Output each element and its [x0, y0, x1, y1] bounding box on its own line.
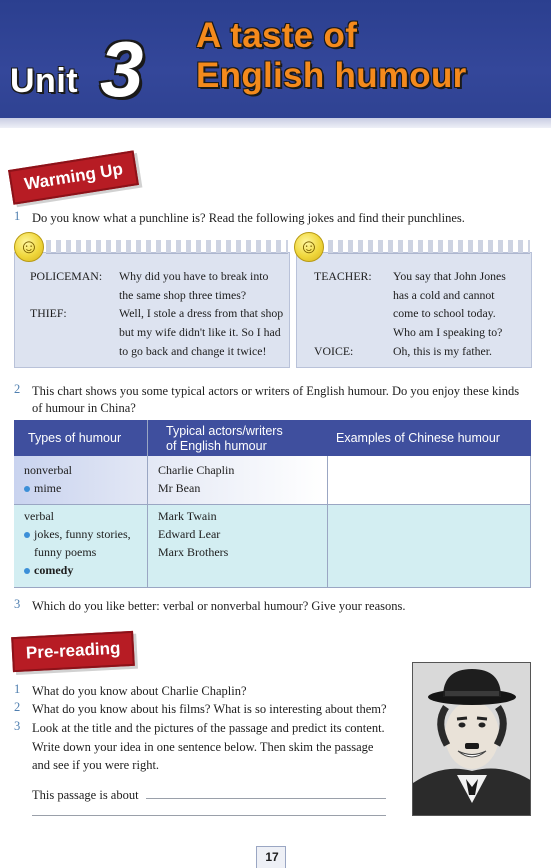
smiley-icon: ☺: [14, 232, 44, 262]
table-header-chinese: Examples of Chinese humour: [336, 431, 500, 445]
table-header-actors-line-1: Typical actors/writers: [166, 424, 283, 438]
question-2-line-2: of humour in China?: [32, 401, 136, 415]
table-header-types: Types of humour: [28, 431, 122, 445]
question-number: 1: [14, 682, 21, 696]
pre-reading-question-1: What do you know about Charlie Chaplin?: [32, 684, 247, 698]
joke-line: Oh, this is my father.: [393, 344, 492, 358]
answer-line[interactable]: [32, 815, 386, 816]
table-cell-subtype: mime: [24, 479, 61, 497]
table-header-actors-line-2: of English humour: [166, 439, 267, 453]
header-divider: [0, 118, 551, 128]
table-cell-person: Edward Lear: [158, 527, 221, 541]
pre-reading-question-2: What do you know about his films? What is so interesting about them?: [32, 702, 387, 716]
table-cell-person: Mr Bean: [158, 481, 201, 495]
charlie-chaplin-photo: [412, 662, 531, 816]
joke-line: Well, I stole a dress from that shop: [119, 306, 284, 320]
table-divider: [327, 456, 328, 588]
joke-line: but my wife didn't like it. So I had: [119, 325, 281, 339]
portrait-illustration: [413, 663, 531, 816]
table-cell-subtype: jokes, funny stories,: [24, 525, 131, 543]
bullet-icon: [24, 532, 30, 538]
joke-line: Why did you have to break into: [119, 269, 269, 283]
question-number: 2: [14, 382, 21, 396]
unit-number: 3: [100, 25, 144, 113]
page-number-box: [256, 846, 286, 868]
joke-speaker: THIEF:: [30, 306, 67, 320]
joke-line: come to school today.: [393, 306, 496, 320]
table-cell-type: nonverbal: [24, 463, 72, 477]
question-number: 3: [14, 597, 21, 611]
bullet-icon: [24, 568, 30, 574]
question-2-line-1: This chart shows you some typical actors or writers of English humour. Do you enjoy these kinds: [32, 384, 520, 398]
joke-speaker: VOICE:: [314, 344, 354, 358]
question-3-text: Which do you like better: verbal or nonverbal humour? Give your reasons.: [32, 599, 406, 613]
table-cell-subtype: comedy: [24, 561, 73, 579]
question-number: 3: [14, 719, 21, 733]
joke-line: You say that John Jones: [393, 269, 506, 283]
question-1-text: Do you know what a punchline is? Read the following jokes and find their punchlines.: [32, 211, 465, 225]
table-cell-type: verbal: [24, 509, 54, 523]
smiley-icon: ☺: [294, 232, 324, 262]
pre-reading-tag: Pre-reading: [11, 631, 135, 672]
page-number: 17: [265, 850, 279, 864]
joke-line: Who am I speaking to?: [393, 325, 503, 339]
joke-speaker: TEACHER:: [314, 269, 372, 283]
pre-reading-question-3-line-2: Write down your idea in one sentence below. Then skim the passage: [32, 740, 374, 754]
joke-line: the same shop three times?: [119, 288, 247, 302]
bullet-icon: [24, 486, 30, 492]
table-divider: [14, 504, 531, 505]
unit-title-line-2: English humour: [196, 56, 467, 95]
joke-speaker: POLICEMAN:: [30, 269, 103, 283]
notepad-binding: [46, 240, 288, 254]
passage-prompt: This passage is about: [32, 788, 139, 802]
question-number: 2: [14, 700, 21, 714]
pre-reading-question-3-line-1: Look at the title and the pictures of the passage and predict its content.: [32, 721, 385, 735]
table-cell-person: Charlie Chaplin: [158, 463, 235, 477]
table-cell-subtype: funny poems: [34, 545, 97, 559]
table-row-nonverbal: [14, 456, 531, 504]
table-border: [530, 456, 531, 588]
table-divider: [14, 587, 531, 588]
pre-reading-question-3-line-3: and see if you were right.: [32, 758, 160, 772]
question-number: 1: [14, 209, 21, 223]
table-cell-person: Mark Twain: [158, 509, 217, 523]
notepad-binding: [328, 240, 530, 254]
joke-line: to go back and change it twice!: [119, 344, 267, 358]
warming-up-tag: Warming Up: [8, 150, 139, 205]
table-cell-person: Marx Brothers: [158, 545, 229, 559]
unit-title-line-1: A taste of: [196, 16, 358, 55]
unit-label: Unit: [10, 62, 79, 100]
answer-line[interactable]: [146, 798, 386, 799]
joke-line: has a cold and cannot: [393, 288, 495, 302]
